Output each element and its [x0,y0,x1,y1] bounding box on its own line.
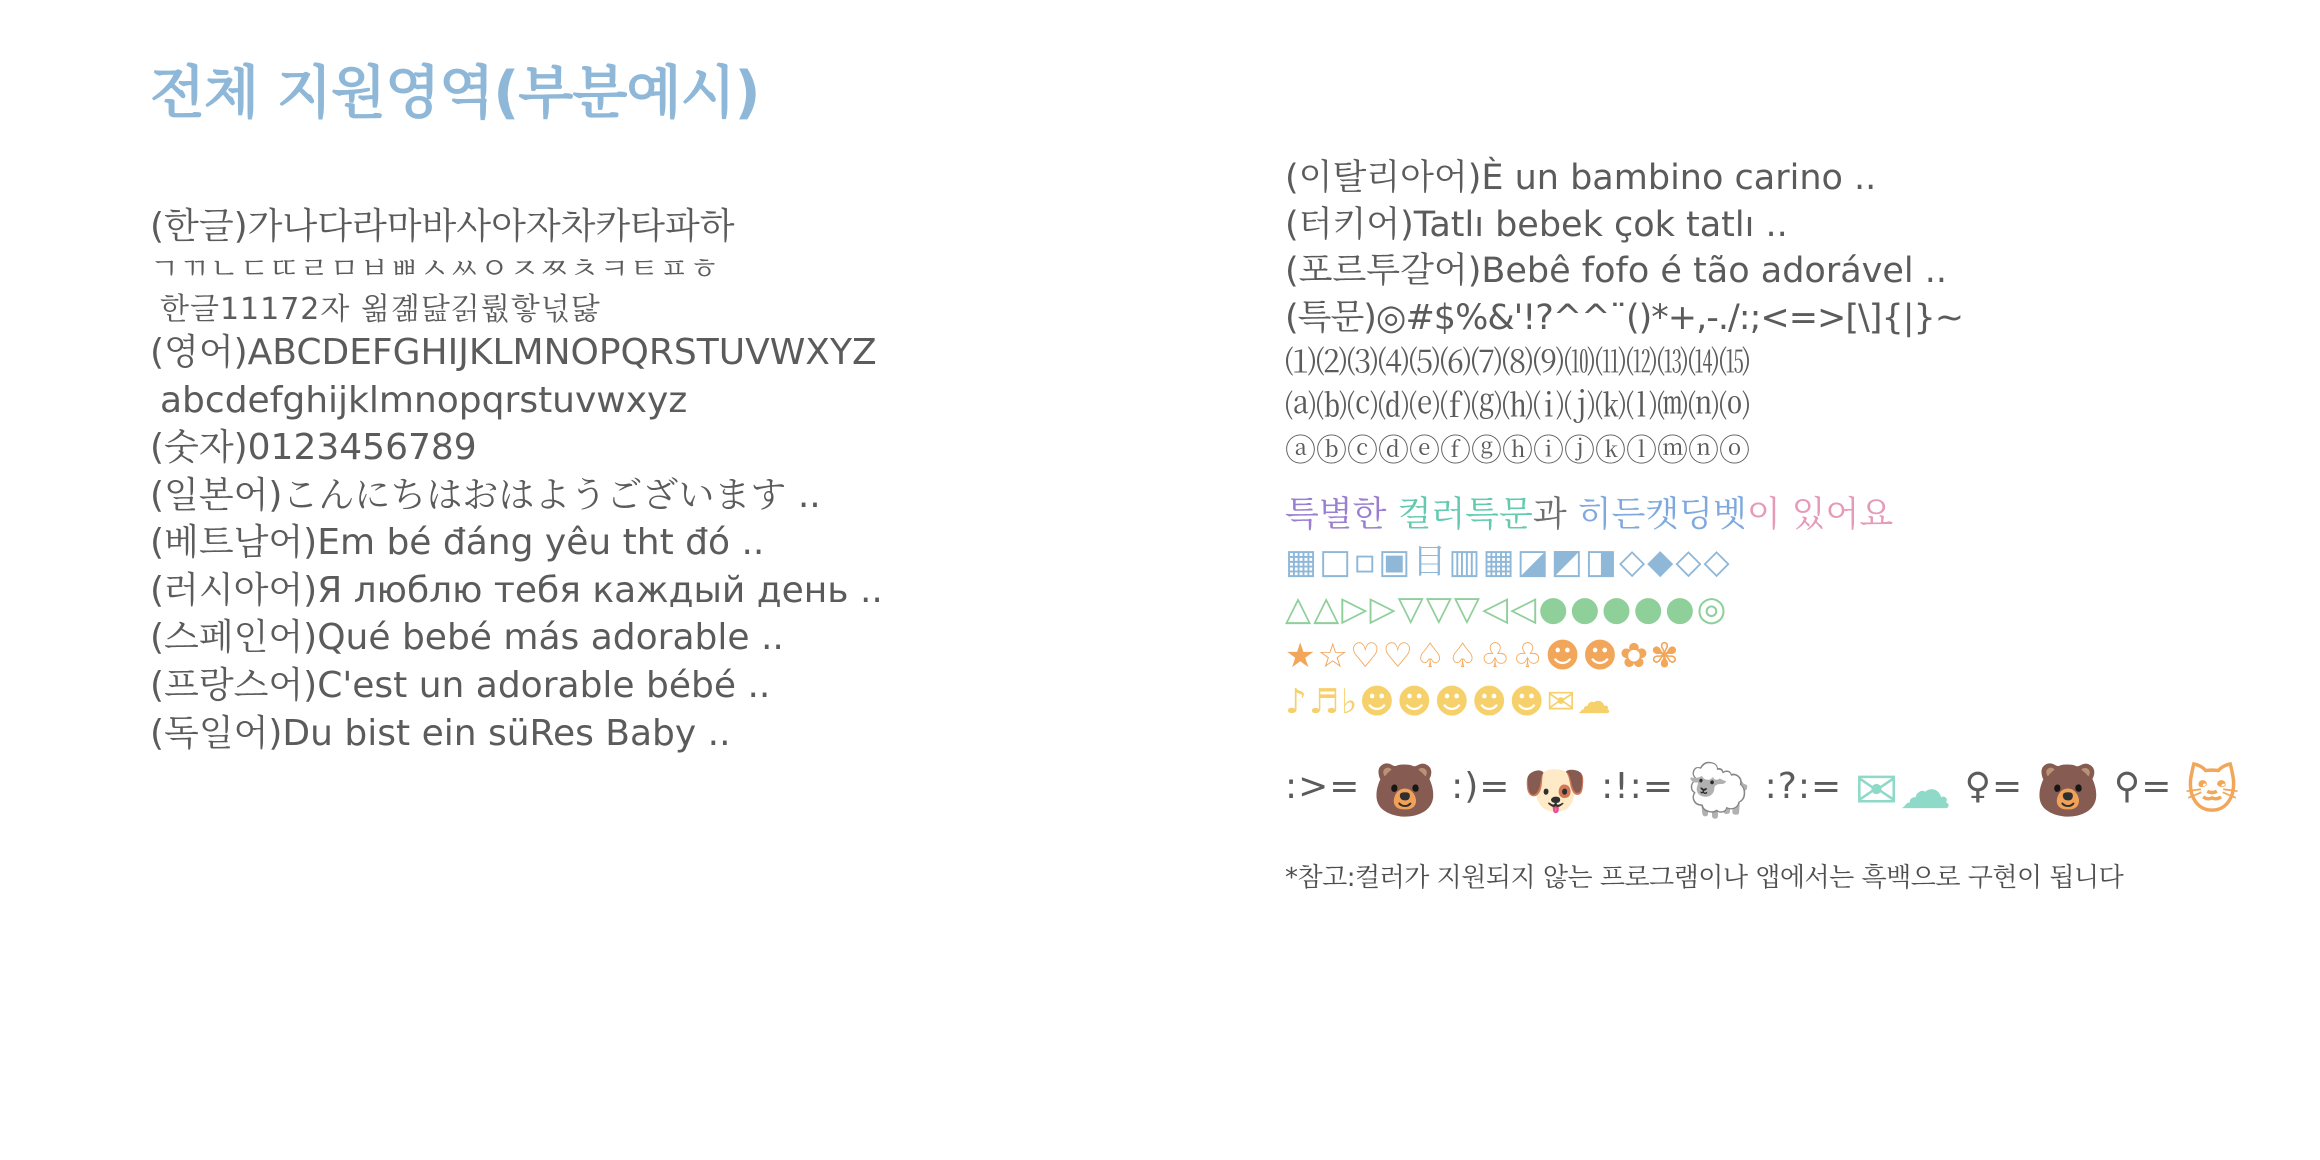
equivalence-code-4: ♀= [1964,766,2024,808]
equivalence-glyph-1: 🐶 [1522,761,1589,822]
color-notice-part3: 과 [1532,495,1578,536]
sample-line-turkish: (터키어)Tatlı bebek çok tatlı .. [1285,204,1788,245]
color-notice-part2: 컬러특문 [1397,495,1533,536]
equivalence-code-2: :!:= [1601,766,1674,808]
equivalence-row [1285,760,2285,822]
color-notice [1285,493,2285,539]
sample-line-japanese: (일본어)こんにちはおはようございます .. [150,474,821,516]
sample-line-italian: (이탈리아어)È un bambino carino .. [1285,158,1877,198]
glyph-row-stars-hearts: ★☆♡♡♤♤♧♧☻☻✿✾ [1285,635,1681,676]
sample-line-german: (독일어)Du bist ein süRes Baby .. [150,712,731,754]
sample-line-english-lower: abcdefghijklmnopqrstuvwxyz [160,379,688,421]
sample-line-hangul: (한글)가나다라마바사아자차카타파하 [150,205,735,247]
circled-paren-letters: ⒜⒝⒞⒟⒠⒡⒢⒣⒤⒥⒦⒧⒨⒩⒪ [1285,389,1750,426]
equivalence-code-1: :)= [1451,766,1511,808]
footnote: *참고:컬러가 지원되지 않는 프로그램이나 앱에서는 흑백으로 구현이 됩니다 [1285,862,2124,893]
glyph-row-notes-faces: ♪♬♭☻☻☻☻☻✉☁ [1285,682,1613,723]
equivalence-glyph-3: ✉☁ [1854,761,1953,822]
color-notice-part5: 이 있어요 [1746,495,1894,536]
sample-line-special-characters: (특문)◎#$%&'!?^^¨()*+,-./:;<=>[\]{|}~ [1285,297,1964,338]
circled-letters: ⓐⓑⓒⓓⓔⓕⓖⓗⓘⓙⓚⓛⓜⓝⓞ [1285,433,1750,470]
sample-line-french: (프랑스어)C'est un adorable bébé .. [150,665,771,706]
left-sample-list [150,203,1130,757]
right-column [1285,155,2285,894]
sample-line-numbers: (숫자)0123456789 [150,427,477,469]
color-notice-part1: 특별한 [1285,495,1398,536]
equivalence-glyph-0: 🐻 [1372,761,1439,822]
sample-line-english-upper: (영어)ABCDEFGHIJKLMNOPQRSTUVWXYZ [150,332,877,374]
sample-line-syllable-count: 한글11172자 욂곎닲긹뤖핳넋닳 [160,291,601,327]
equivalence-glyph-2: 🐑 [1686,761,1753,822]
circled-paren-numbers: ⑴⑵⑶⑷⑸⑹⑺⑻⑼⑽⑾⑿⒀⒁⒂ [1285,345,1750,382]
sample-line-russian: (러시아어)Я люблю тебя каждый день .. [150,569,883,611]
equivalence-glyph-4: 🐻 [2035,761,2102,822]
equivalence-code-3: :?:= [1764,766,1843,808]
equivalence-glyph-5: 🐱 [2184,761,2241,822]
left-column [150,62,1130,757]
color-notice-part4: 히든캣딩벳 [1577,495,1747,536]
equivalence-code-5: ⚲= [2113,766,2173,808]
glyph-row-squares: ▦□▫▣目▥▦◪◩◨◇◆◇◇ [1285,541,1732,582]
glyph-row-triangles-circles: △△▷▷▽▽▽◁◁●●●●●◎ [1285,588,1729,629]
sample-line-jamo: ㄱㄲㄴㄷㄸㄹㅁㅂㅃㅅㅆㅇㅈㅉㅊㅋㅌㅍㅎ [150,252,720,288]
sample-line-spanish: (스페인어)Qué bebé más adorable .. [150,617,784,659]
sample-line-portuguese: (포르투갈어)Bebê fofo é tão adorável .. [1285,251,1948,292]
sample-line-vietnamese: (베트남어)Em bé đáng yêu tht đó .. [150,522,765,564]
page-title: 전체 지원영역(부분예시) [150,60,760,126]
equivalence-code-0: :>= [1285,766,1361,808]
